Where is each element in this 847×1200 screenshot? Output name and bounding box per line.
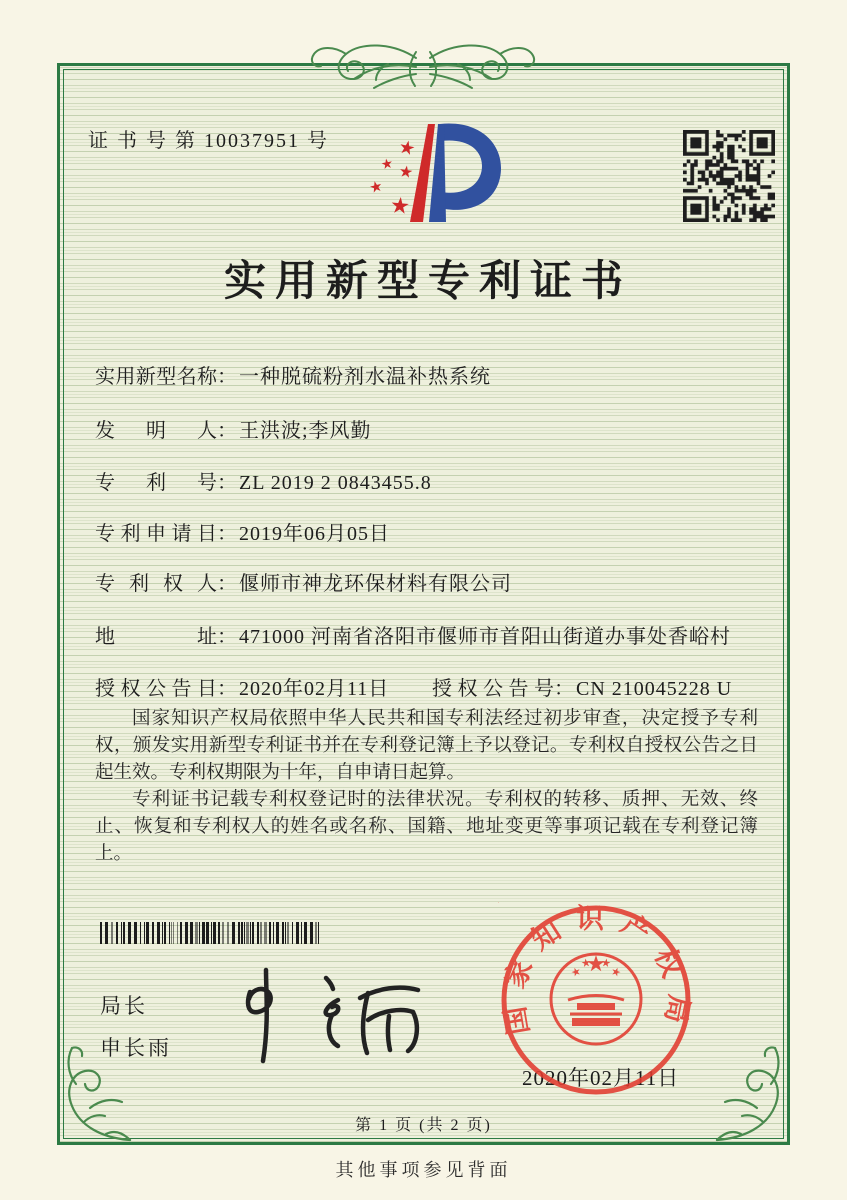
field-colon: ： bbox=[217, 523, 237, 545]
certificate-title: 实用新型专利证书 bbox=[223, 259, 632, 305]
field-row-address bbox=[95, 620, 731, 649]
qr-code bbox=[683, 130, 775, 222]
legal-body-text bbox=[95, 706, 758, 868]
back-note: 其他事项参见背面 bbox=[335, 1160, 512, 1180]
seal-date: 2020年02月11日 bbox=[522, 1066, 680, 1090]
field-label: 专利号 bbox=[95, 472, 217, 494]
field-colon: ： bbox=[217, 678, 237, 700]
field-colon: ： bbox=[217, 472, 237, 494]
field-value: ZL 2019 2 0843455.8 bbox=[239, 472, 432, 494]
field-label: 实用新型名称 bbox=[95, 366, 217, 388]
qr-code-canvas bbox=[683, 130, 775, 222]
field-value: 471000 河南省洛阳市偃师市首阳山街道办事处香峪村 bbox=[239, 626, 731, 648]
field-value: 一种脱硫粉剂水温补热系统 bbox=[239, 366, 491, 388]
field-row-inventor bbox=[95, 414, 372, 443]
barcode bbox=[100, 922, 322, 944]
field-colon: ： bbox=[217, 420, 237, 442]
field-label: 专利申请日 bbox=[95, 523, 217, 545]
field-value: CN 210045228 U bbox=[576, 678, 733, 700]
field-colon: ： bbox=[217, 366, 237, 388]
field-value: 偃师市神龙环保材料有限公司 bbox=[239, 573, 512, 595]
field-label: 授权公告日 bbox=[95, 678, 217, 700]
commissioner-title: 局长 bbox=[100, 994, 148, 1018]
field-value: 2019年06月05日 bbox=[239, 523, 390, 545]
field-label: 发明人 bbox=[95, 420, 217, 442]
top-scroll-ornament-icon bbox=[288, 34, 558, 92]
field-label: 专利权人 bbox=[95, 573, 217, 595]
field-row-name bbox=[95, 360, 491, 389]
field-value: 王洪波;李风勤 bbox=[239, 420, 372, 442]
field-row-grant-pub-no bbox=[432, 672, 732, 701]
commissioner-name: 申长雨 bbox=[100, 1036, 172, 1060]
body-paragraph-2: 专利证书记载专利权登记时的法律状况。专利权的转移、质押、无效、终止、恢复和专利权人的姓名或名称、国籍、地址变更等事项记载在专利登记簿上。 bbox=[95, 790, 758, 864]
field-label: 授权公告号 bbox=[432, 678, 554, 700]
field-colon: ： bbox=[217, 626, 237, 648]
field-row-filing-date bbox=[95, 517, 390, 546]
cnipa-logo-icon bbox=[343, 110, 513, 235]
certificate-number: 证 书 号 第 10037951 号 bbox=[88, 130, 329, 152]
seal-text: 国家知识产权局 bbox=[498, 903, 694, 1040]
field-label: 地址 bbox=[95, 626, 217, 648]
handwritten-signature-icon bbox=[222, 958, 437, 1068]
field-row-grant-date bbox=[95, 672, 389, 701]
field-value: 2020年02月11日 bbox=[239, 678, 390, 700]
field-row-patentee bbox=[95, 567, 512, 596]
page-indicator: 第 1 页 (共 2 页) bbox=[355, 1117, 492, 1134]
body-paragraph-1: 国家知识产权局依照中华人民共和国专利法经过初步审查，决定授予专利权，颁发实用新型专利证书并在专利登记簿上予以登记。专利权自授权公告之日起生效。专利权期限为十年，自申请日起算。 bbox=[95, 709, 758, 783]
field-row-patent-no bbox=[95, 466, 432, 495]
field-colon: ： bbox=[217, 573, 237, 595]
field-colon: ： bbox=[554, 678, 574, 700]
